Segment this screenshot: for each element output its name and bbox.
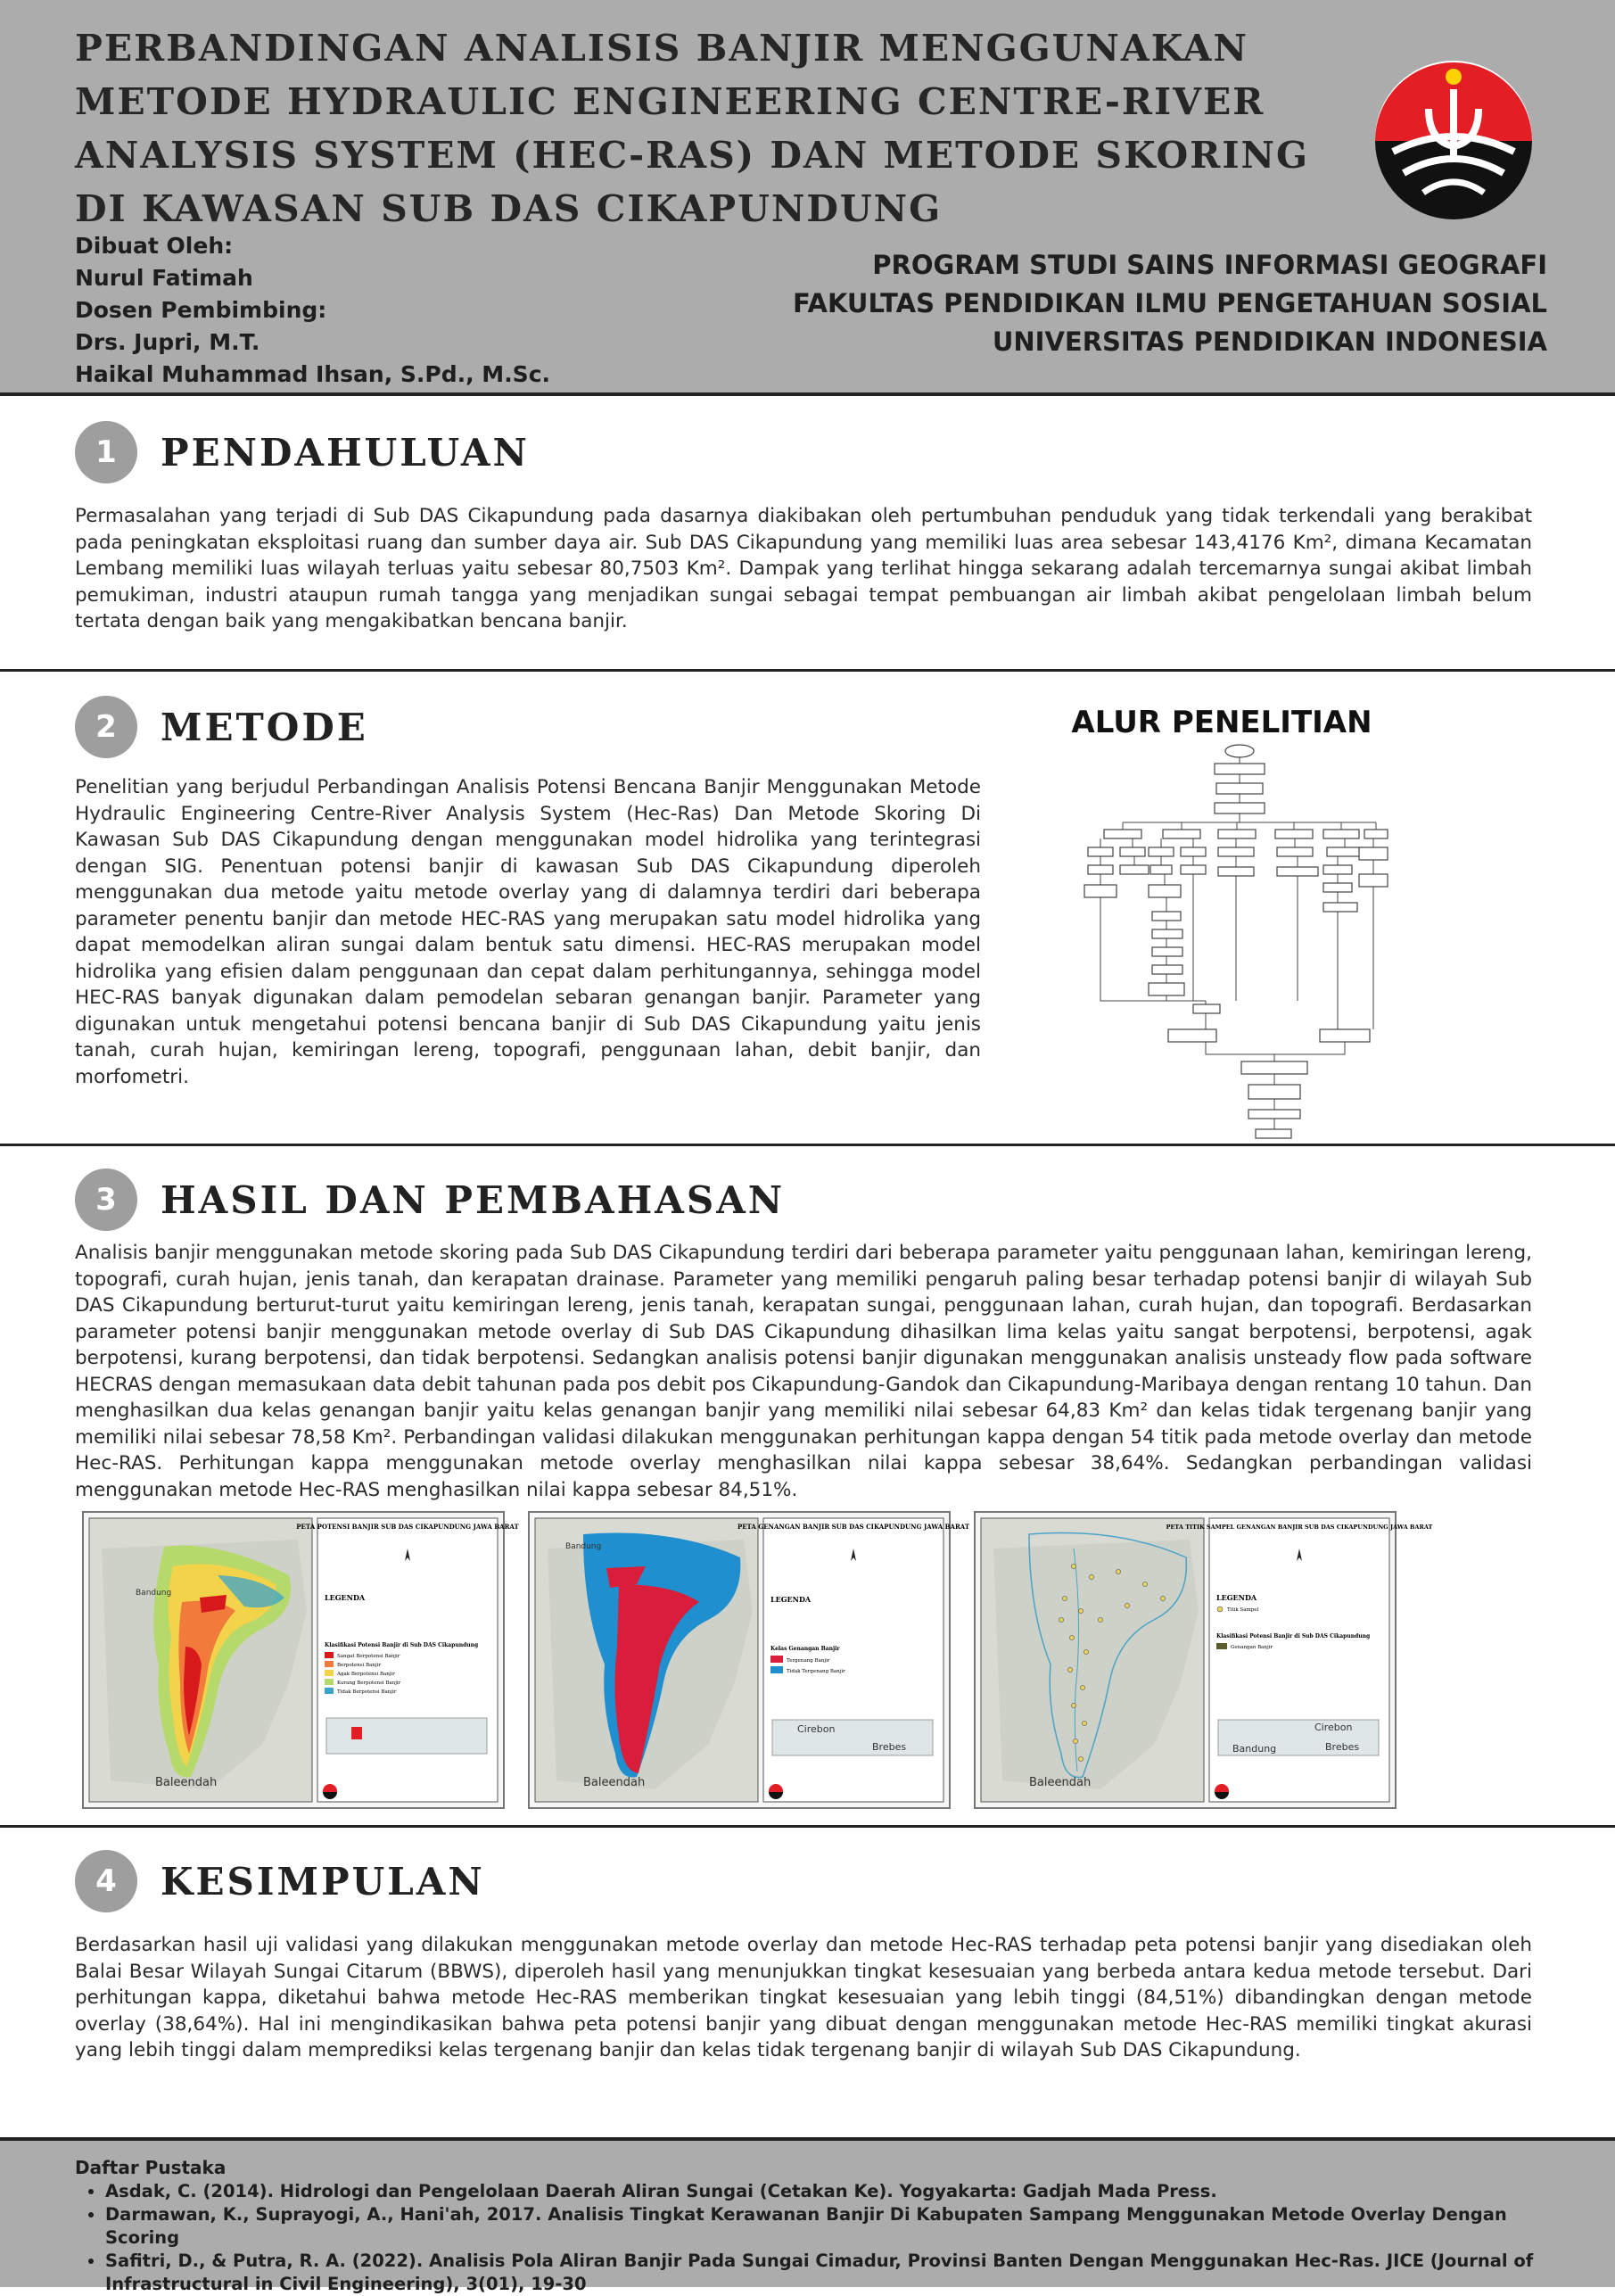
inset-place-label: Brebes: [872, 1741, 907, 1753]
map-legend-subheading: Klasifikasi Potensi Banjir di Sub DAS Cikapundung: [325, 1642, 479, 1648]
references-heading: Daftar Pustaka: [75, 2157, 227, 2178]
credit-line: Nurul Fatimah: [75, 265, 253, 291]
faculty-line: FAKULTAS PENDIDIKAN ILMU PENGETAHUAN SOSIAL: [793, 288, 1547, 318]
inset-place-label: Bandung: [1232, 1743, 1277, 1755]
section-divider: [0, 669, 1615, 672]
map-place-label: Baleendah: [583, 1776, 646, 1789]
institution-block: [745, 246, 1547, 361]
map-place-label: Baleendah: [155, 1776, 218, 1789]
legend-item: Tidak Tergenang Banjir: [787, 1669, 845, 1674]
legend-item: Titik Sampel: [1227, 1607, 1259, 1613]
section-body: Analisis banjir menggunakan metode skoring pada Sub DAS Cikapundung terdiri dari beberapa parameter yaitu penggunaan lahan, kemiringan lereng, topografi, curah hujan, jenis tanah, dan kerapatan drainase. Parameter yang memiliki pengaruh paling besar terhadap potensi banjir di wilayah Sub DAS Cikapundung berturut-turut yaitu kemiringan lereng, jenis tanah, kerapatan sungai, penggunaan lahan, curah hujan, dan topografi. Berdasarkan parameter potensi banjir menggunakan metode overlay di Sub DAS Cikapundung dihasilkan lima kelas yaitu sangat berpotensi, berpotensi, agak berpotensi, kurang berpotensi, dan tidak berpotensi. Sedangkan analisis potensi banjir digunakan menggunakan analisis unsteady flow pada software HECRAS dengan memasukaan data debit tahunan pada pos debit pos Cikapundung-Gandok dan Cikapundung-Maribaya dengan rentang 10 tahun. Dan menghasilkan dua kelas genangan banjir yaitu kelas genangan banjir yang memiliki nilai sebesar 64,83 Km² dan kelas tidak tergenang banjir yang memiliki nilai sebesar 78,58 Km². Perbandingan validasi dilakukan menggunakan perhitungan kappa dengan 54 titik pada metode overlay dan metode Hec-RAS. Perhitungan kappa menggunakan metode overlay menghasilkan nilai kappa sebesar 38,64%. Sedangkan perbandingan validasi menggunakan metode Hec-RAS menghasilkan nilai kappa sebesar 84,51%.: [75, 1242, 1532, 1501]
upi-logo-icon: [1373, 59, 1534, 219]
section-number-badge: 4: [75, 1850, 137, 1912]
credit-line: Dosen Pembimbing:: [75, 297, 327, 323]
section-body: Penelitian yang berjudul Perbandingan Analisis Potensi Bencana Banjir Menggunakan Metode Hydraulic Engineering Centre-River Analysis System (Hec-Ras) Dan Metode Skoring Di Kawasan Sub DAS Cikapundung dengan menggunakan model hidrolika yang terintegrasi dengan SIG. Penentuan potensi banjir di kawasan Sub DAS Cikapundung diperoleh menggunakan dua metode yaitu metode overlay yang di dalamnya terdiri dari beberapa parameter penentu banjir dan metode HEC-RAS yang merupakan satu model hidrolika yang dapat memodelkan aliran sungai dalam bentuk satu dimensi. HEC-RAS merupakan model hidrolika yang efisien dalam penggunaan dan cepat dalam perhitungannya, sehingga model HEC-RAS banyak digunakan dalam pemodelan sebaran genangan banjir. Parameter yang digunakan untuk mengetahui potensi bencana banjir di Sub DAS Cikapundung yaitu jenis tanah, curah hujan, kemiringan lereng, topografi, penggunaan lahan, debit banjir, dan morfometri.: [75, 776, 981, 1088]
poster-title: PERBANDINGAN ANALISIS BANJIR MENGGUNAKAN METODE HYDRAULIC ENGINEERING CENTRE-RIVER ANALYSIS SYSTEM (HEC-RAS) DAN METODE SKORING DI KAWASAN SUB DAS CIKAPUNDUNG: [75, 27, 1310, 230]
section-number-badge: 1: [75, 421, 137, 483]
section-divider: [0, 1825, 1615, 1828]
legend-item: Tergenang Banjir: [787, 1658, 830, 1664]
inset-place-label: Brebes: [1325, 1741, 1360, 1753]
program-line: PROGRAM STUDI SAINS INFORMASI GEOGRAFI: [872, 250, 1547, 280]
map-place-label: Bandung: [136, 1589, 172, 1598]
section-body: Permasalahan yang terjadi di Sub DAS Cikapundung pada dasarnya diakibakan oleh pertumbuhan penduduk yang tidak terkendali yang berakibat pada peningkatan eksploitasi ruang dan sumber daya air. Sub DAS Cikapundung yang memiliki luas area sebesar 143,4176 Km², dimana Kecamatan Lembang memiliki luas wilayah terluas yaitu sebesar 80,7503 Km². Dampak yang terlihat hingga sekarang adalah tercemarnya sungai akibat limbah pemukiman, industri ataupun rumah tangga yang menjadikan sungai sebagai tempat pembuangan air limbah akibat pengelolaan limbah belum tertata dengan baik yang mengakibatkan bencana banjir.: [75, 505, 1532, 632]
legend-item: Tidak Berpotensi Banjir: [337, 1689, 397, 1695]
credit-line: Haikal Muhammad Ihsan, S.Pd., M.Sc.: [75, 361, 551, 387]
legend-item: Sangat Berpotensi Banjir: [337, 1654, 400, 1659]
legend-item: Berpotensi Banjir: [337, 1663, 382, 1668]
reference-item: • Darmawan, K., Suprayogi, A., Hani'ah, 2017. Analisis Tingkat Kerawanan Banjir Di Kabupaten Sampang Menggunakan Metode Overlay Dengan Scoring: [105, 2203, 1568, 2250]
section-number-badge: 3: [75, 1169, 137, 1231]
section-title: HASIL DAN PEMBAHASAN: [161, 1178, 786, 1222]
legend-item: Genangan Banjir: [1231, 1645, 1273, 1650]
map-title: PETA TITIK SAMPEL GENANGAN BANJIR SUB DAS CIKAPUNDUNG JAWA BARAT: [1166, 1524, 1433, 1531]
reference-item: • Safitri, D., & Putra, R. A. (2022). Analisis Pola Aliran Banjir Pada Sungai Cimadur, Provinsi Banten Dengan Menggunakan Hec-Ras. JICE (Journal of Infrastructural in Civil Engineering), 3(01), 19-30: [105, 2250, 1568, 2296]
section-divider: [0, 1144, 1615, 1146]
section-body: Berdasarkan hasil uji validasi yang dilakukan menggunakan metode overlay dan metode Hec-RAS terhadap peta potensi banjir yang disediakan oleh Balai Besar Wilayah Sungai Citarum (BBWS), diperoleh hasil yang menunjukkan tingkat kesesuaian yang berbeda antara kedua metode tersebut. Dari perhitungan kappa, diketahui bahwa metode Hec-RAS memberikan tingkat kesesuaian yang lebih tinggi (84,51%) dibandingkan dengan metode overlay (38,64%). Hal ini mengindikasikan bahwa peta potensi banjir yang dibuat dengan menggunakan metode Hec-RAS memiliki tingkat akurasi yang lebih tinggi dalam memprediksi kelas tergenang banjir dan kelas tidak tergenang banjir di wilayah Sub DAS Cikapundung.: [75, 1934, 1532, 2061]
references-list: [75, 2180, 1568, 2296]
inset-place-label: Cirebon: [1314, 1722, 1353, 1733]
legend-item: Kurang Berpotensi Banjir: [337, 1681, 401, 1686]
section-title: PENDAHULUAN: [161, 431, 530, 475]
section-title: KESIMPULAN: [161, 1860, 485, 1904]
credit-line: Dibuat Oleh:: [75, 233, 234, 259]
credit-line: Drs. Jupri, M.T.: [75, 329, 260, 355]
flowchart-title: ALUR PENELITIAN: [1071, 705, 1372, 740]
map-place-label: Baleendah: [1029, 1776, 1092, 1789]
map-flood-potential: [82, 1511, 519, 1809]
map-legend-heading: LEGENDA: [1216, 1593, 1257, 1602]
map-flood-inundation: [528, 1511, 970, 1809]
section-title: METODE: [161, 706, 368, 749]
section-number-badge: 2: [75, 696, 137, 758]
university-line: UNIVERSITAS PENDIDIKAN INDONESIA: [992, 326, 1547, 357]
legend-item: Agak Berpotensi Banjir: [337, 1672, 395, 1677]
reference-item: • Asdak, C. (2014). Hidrologi dan Pengelolaan Daerah Aliran Sungai (Cetakan Ke). Yogyakarta: Gadjah Mada Press.: [105, 2180, 1568, 2203]
map-title: PETA POTENSI BANJIR SUB DAS CIKAPUNDUNG JAWA BARAT: [296, 1523, 519, 1531]
map-place-label: Bandung: [565, 1542, 602, 1551]
inset-place-label: Cirebon: [797, 1723, 836, 1735]
map-legend-heading: LEGENDA: [325, 1593, 366, 1602]
author-credits: [75, 230, 699, 391]
map-legend-subheading: Klasifikasi Potensi Banjir di Sub DAS Cikapundung: [1216, 1633, 1371, 1639]
map-legend-subheading: Kelas Genangan Banjir: [770, 1646, 840, 1652]
map-legend-heading: LEGENDA: [770, 1595, 812, 1604]
map-sample-points: [974, 1511, 1433, 1809]
research-flowchart: [1070, 740, 1391, 1147]
map-title: PETA GENANGAN BANJIR SUB DAS CIKAPUNDUNG JAWA BARAT: [737, 1523, 970, 1531]
